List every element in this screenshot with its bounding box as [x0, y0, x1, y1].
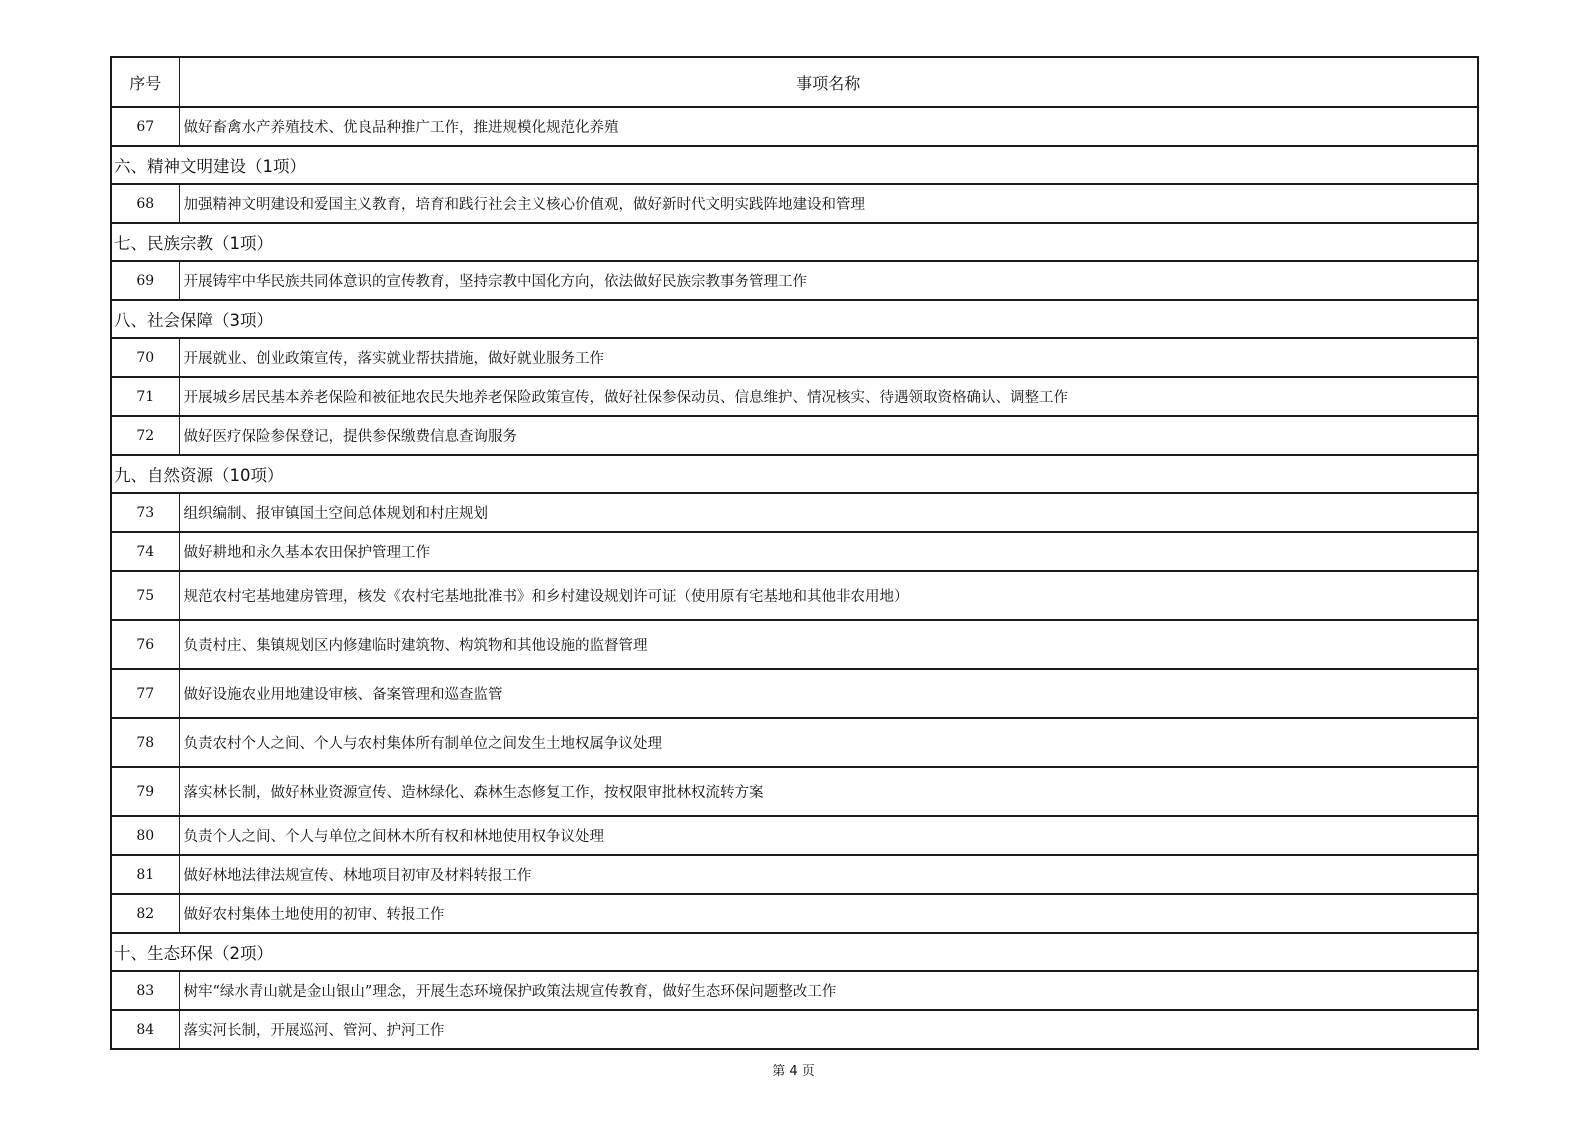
- page-number: 第 4 页: [772, 1064, 815, 1079]
- header-serial-number: 序号: [111, 57, 179, 107]
- table-row: [111, 493, 1478, 532]
- serial-number-cell: 77: [111, 669, 179, 718]
- table-row: [111, 669, 1478, 718]
- table-row: [111, 894, 1478, 933]
- serial-number-cell: 83: [111, 971, 179, 1010]
- section-header-row: [111, 933, 1478, 971]
- item-name-cell: 开展城乡居民基本养老保险和被征地农民失地养老保险政策宣传，做好社保参保动员、信息维护、情况核实、待遇领取资格确认、调整工作: [179, 377, 1478, 416]
- serial-number-cell: 68: [111, 184, 179, 223]
- item-name-cell: 负责个人之间、个人与单位之间林木所有权和林地使用权争议处理: [179, 816, 1478, 855]
- serial-number-cell: 76: [111, 620, 179, 669]
- table-row: [111, 767, 1478, 816]
- table-row: [111, 620, 1478, 669]
- item-name-cell: 落实林长制，做好林业资源宣传、造林绿化、森林生态修复工作，按权限审批林权流转方案: [179, 767, 1478, 816]
- table-row: [111, 571, 1478, 620]
- item-name-cell: 组织编制、报审镇国土空间总体规划和村庄规划: [179, 493, 1478, 532]
- item-name-cell: 做好医疗保险参保登记，提供参保缴费信息查询服务: [179, 416, 1478, 455]
- serial-number-cell: 71: [111, 377, 179, 416]
- table-row: [111, 107, 1478, 146]
- header-item-name: 事项名称: [179, 57, 1478, 107]
- table-row: [111, 532, 1478, 571]
- table-row: [111, 718, 1478, 767]
- section-title: 七、民族宗教（1项）: [111, 223, 1478, 261]
- serial-number-cell: 74: [111, 532, 179, 571]
- section-header-row: [111, 455, 1478, 493]
- table-row: [111, 261, 1478, 300]
- item-name-cell: 开展铸牢中华民族共同体意识的宣传教育，坚持宗教中国化方向，依法做好民族宗教事务管理工作: [179, 261, 1478, 300]
- item-name-cell: 做好设施农业用地建设审核、备案管理和巡查监管: [179, 669, 1478, 718]
- item-name-cell: 落实河长制，开展巡河、管河、护河工作: [179, 1010, 1478, 1049]
- matters-table: [110, 56, 1479, 1050]
- section-title: 六、精神文明建设（1项）: [111, 146, 1478, 184]
- serial-number-cell: 69: [111, 261, 179, 300]
- item-name-cell: 树牢“绿水青山就是金山银山”理念，开展生态环境保护政策法规宣传教育，做好生态环保问题整改工作: [179, 971, 1478, 1010]
- table-header-row: [111, 57, 1478, 107]
- table-body: [111, 107, 1478, 1049]
- serial-number-cell: 72: [111, 416, 179, 455]
- table-row: [111, 816, 1478, 855]
- section-header-row: [111, 300, 1478, 338]
- table-row: [111, 1010, 1478, 1049]
- serial-number-cell: 80: [111, 816, 179, 855]
- table-row: [111, 338, 1478, 377]
- serial-number-cell: 78: [111, 718, 179, 767]
- item-name-cell: 负责农村个人之间、个人与农村集体所有制单位之间发生土地权属争议处理: [179, 718, 1478, 767]
- serial-number-cell: 75: [111, 571, 179, 620]
- table-row: [111, 971, 1478, 1010]
- item-name-cell: 做好林地法律法规宣传、林地项目初审及材料转报工作: [179, 855, 1478, 894]
- section-title: 十、生态环保（2项）: [111, 933, 1478, 971]
- table-row: [111, 377, 1478, 416]
- serial-number-cell: 81: [111, 855, 179, 894]
- serial-number-cell: 82: [111, 894, 179, 933]
- table-row: [111, 184, 1478, 223]
- section-title: 九、自然资源（10项）: [111, 455, 1478, 493]
- table-row: [111, 855, 1478, 894]
- item-name-cell: 开展就业、创业政策宣传，落实就业帮扶措施，做好就业服务工作: [179, 338, 1478, 377]
- item-name-cell: 做好耕地和永久基本农田保护管理工作: [179, 532, 1478, 571]
- item-name-cell: 做好畜禽水产养殖技术、优良品种推广工作，推进规模化规范化养殖: [179, 107, 1478, 146]
- section-header-row: [111, 223, 1478, 261]
- item-name-cell: 做好农村集体土地使用的初审、转报工作: [179, 894, 1478, 933]
- serial-number-cell: 79: [111, 767, 179, 816]
- table-row: [111, 416, 1478, 455]
- section-header-row: [111, 146, 1478, 184]
- serial-number-cell: 84: [111, 1010, 179, 1049]
- serial-number-cell: 73: [111, 493, 179, 532]
- serial-number-cell: 67: [111, 107, 179, 146]
- item-name-cell: 负责村庄、集镇规划区内修建临时建筑物、构筑物和其他设施的监督管理: [179, 620, 1478, 669]
- item-name-cell: 规范农村宅基地建房管理，核发《农村宅基地批准书》和乡村建设规划许可证（使用原有宅基地和其他非农用地）: [179, 571, 1478, 620]
- item-name-cell: 加强精神文明建设和爱国主义教育，培育和践行社会主义核心价值观，做好新时代文明实践阵地建设和管理: [179, 184, 1478, 223]
- section-title: 八、社会保障（3项）: [111, 300, 1478, 338]
- serial-number-cell: 70: [111, 338, 179, 377]
